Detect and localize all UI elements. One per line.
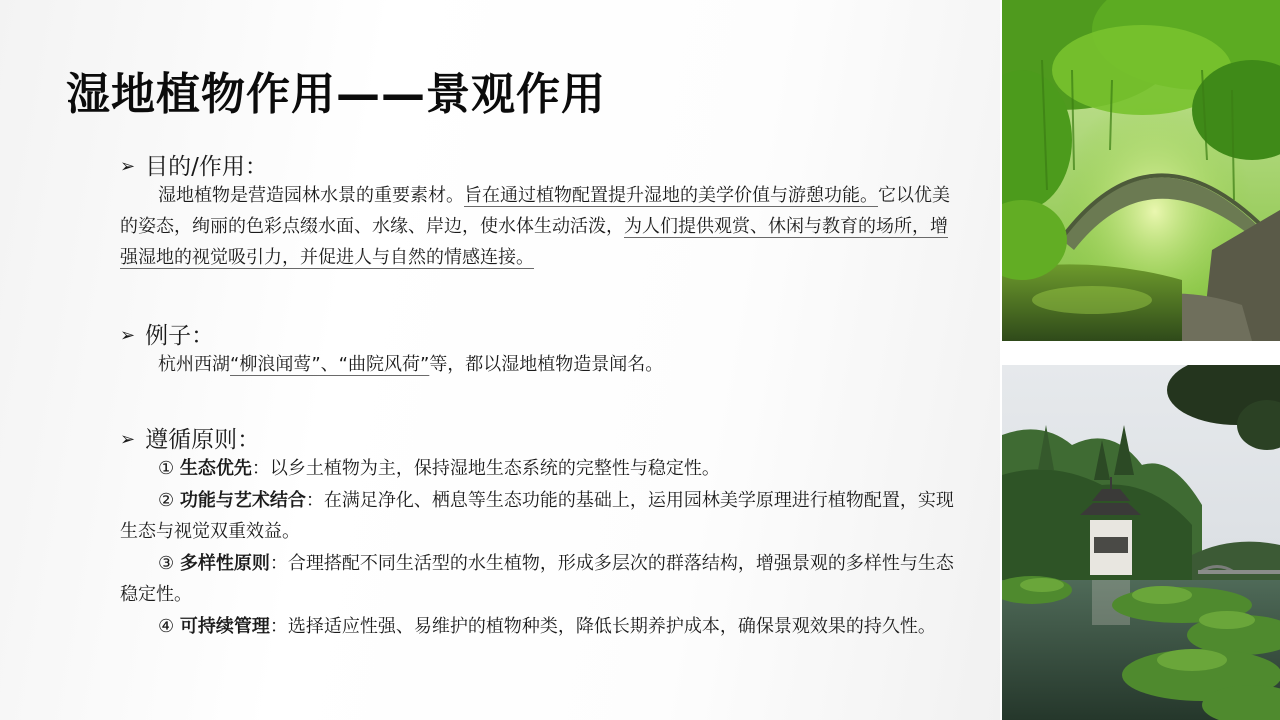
- example-text-highlight: “柳浪闻莺”、“曲院风荷”: [230, 354, 430, 375]
- principle-title: 生态优先: [179, 458, 252, 479]
- principle-text: ：在满足净化、栖息等生态功能的基础上，运用园林美学原理进行植物配置，实现生态与视觉双重效益。: [120, 489, 954, 542]
- principle-title: 功能与艺术结合: [179, 489, 306, 511]
- slide-title: 湿地植物作用——景观作用: [66, 69, 606, 120]
- example-text-pre: 杭州西湖: [158, 354, 230, 375]
- principle-number: ②: [158, 489, 175, 511]
- section-heading-label: 例子：: [145, 323, 215, 349]
- west-lake-pavilion-photo: [1002, 365, 1280, 720]
- section-heading-example: [120, 317, 214, 350]
- example-paragraph: [120, 349, 956, 380]
- principle-text: ：选择适应性强、易维护的植物种类，降低长期养护成本，确保景观效果的持久性。: [269, 615, 936, 637]
- section-heading-label: 遵循原则：: [145, 427, 261, 453]
- purpose-paragraph: [120, 180, 956, 273]
- bullet-arrow-icon: ➢: [120, 429, 136, 450]
- purpose-text-3: 它以优美的姿态，绚丽的色彩点缀水面、水缘、岸边，使水体生动活泼，: [120, 185, 950, 237]
- purpose-text-4: 为人们提供观赏、休闲与教育的场所，增强湿地的视觉吸引力，并促进人与自然的情感连接。: [120, 216, 948, 268]
- principle-number: ④: [158, 615, 175, 637]
- principle-number: ①: [158, 458, 175, 479]
- photo-green-arch-bridge-icon: [1002, 0, 1280, 341]
- principle-title: 多样性原则: [179, 552, 270, 574]
- photo-lake-pavilion-lotus-icon: [1002, 365, 1280, 720]
- principle-item: [120, 548, 956, 611]
- bullet-arrow-icon: ➢: [120, 156, 136, 177]
- section-heading-label: 目的/作用：: [145, 154, 268, 180]
- principle-item: [120, 485, 956, 548]
- purpose-text-2: 旨在通过植物配置提升湿地的美学价值与游憩功能。: [464, 185, 878, 206]
- principles-list: [120, 453, 956, 642]
- section-heading-purpose: [120, 148, 268, 181]
- purpose-text-1: 湿地植物是营造园林水景的重要素材。: [158, 185, 464, 206]
- principle-title: 可持续管理: [179, 615, 270, 637]
- principle-text: ：以乡土植物为主，保持湿地生态系统的完整性与稳定性。: [251, 458, 720, 479]
- principle-item: [120, 453, 956, 485]
- example-text-post: 等，都以湿地植物造景闻名。: [429, 354, 664, 375]
- principle-number: ③: [158, 552, 175, 574]
- bullet-arrow-icon: ➢: [120, 325, 136, 346]
- willow-bridge-photo: [1002, 0, 1280, 341]
- principle-item: [120, 611, 956, 643]
- section-heading-principles: [120, 421, 260, 454]
- principle-text: ：合理搭配不同生活型的水生植物，形成多层次的群落结构，增强景观的多样性与生态稳定性。: [120, 552, 954, 605]
